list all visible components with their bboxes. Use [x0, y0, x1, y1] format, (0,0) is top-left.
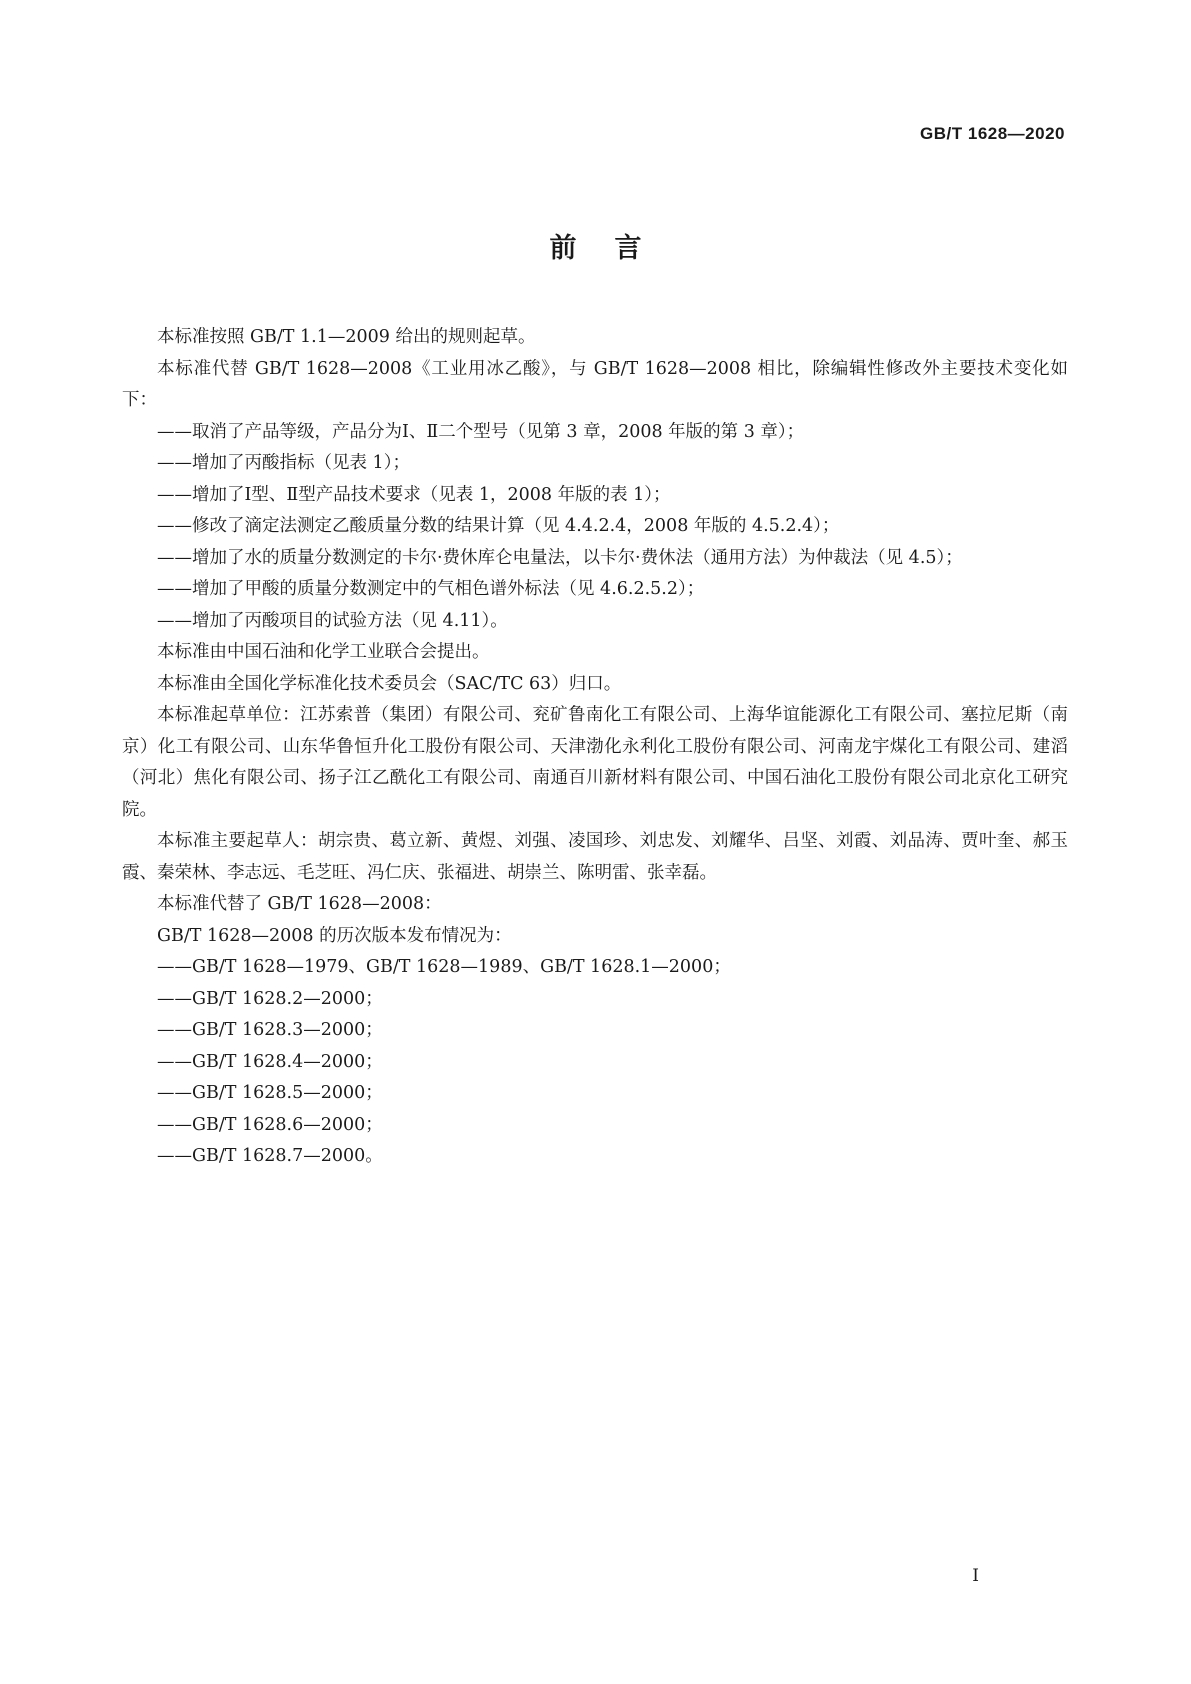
list-item-history: ——GB/T 1628.7—2000。 — [157, 1146, 383, 1166]
list-item-history: ——GB/T 1628.2—2000； — [157, 988, 383, 1009]
paragraph-supersedes: 本标准代替了 GB/T 1628—2008： — [157, 894, 442, 914]
list-item-history: ——GB/T 1628—1979、GB/T 1628—1989、GB/T 1628.1—2000； — [157, 957, 731, 977]
paragraph-history-intro: GB/T 1628—2008 的历次版本发布情况为： — [157, 925, 512, 946]
list-item-history: ——GB/T 1628.5—2000； — [157, 1083, 383, 1103]
paragraph-replacement: 本标准代替 GB/T 1628—2008《工业用冰乙酸》，与 GB/T 1628—2008 相比，除编辑性修改外主要技术变化如下： — [122, 358, 1068, 410]
paragraph-proposer: 本标准由中国石油和化学工业联合会提出。 — [157, 642, 490, 662]
list-item-change: ——增加了丙酸项目的试验方法（见 4.11）。 — [157, 610, 508, 631]
paragraph-drafting-units: 本标准起草单位：江苏索普（集团）有限公司、兖矿鲁南化工有限公司、上海华谊能源化工有限公司、塞拉尼斯（南京）化工有限公司、山东华鲁恒升化工股份有限公司、天津渤化永利化工股份有限公司、河南龙宇煤化工有限公司、建滔（河北）焦化有限公司、扬子江乙酰化工有限公司、南通百川新材料有限公司、中国石油化工股份有限公司北京化工研究院。 — [122, 705, 1068, 820]
list-item-change: ——增加了丙酸指标（见表 1）； — [157, 453, 410, 473]
list-item-change: ——取消了产品等级，产品分为Ⅰ、Ⅱ二个型号（见第 3 章，2008 年版的第 3 章）； — [157, 421, 805, 442]
foreword-body — [122, 322, 1068, 1173]
paragraph-drafters: 本标准主要起草人：胡宗贵、葛立新、黄煜、刘强、凌国珍、刘忠发、刘耀华、吕坚、刘霞、刘品涛、贾叶奎、郝玉霞、秦荣林、李志远、毛芝旺、冯仁庆、张福进、胡崇兰、陈明雷、张幸磊。 — [122, 831, 1068, 883]
list-item-change: ——增加了Ⅰ型、Ⅱ型产品技术要求（见表 1，2008 年版的表 1）； — [157, 484, 671, 505]
page-title: 前言 — [549, 233, 680, 264]
list-item-change: ——修改了滴定法测定乙酸质量分数的结果计算（见 4.4.2.4，2008 年版的 4.5.2.4）； — [157, 516, 840, 536]
list-item-change: ——增加了甲酸的质量分数测定中的气相色谱外标法（见 4.6.2.5.2）； — [157, 579, 705, 599]
list-item-change: ——增加了水的质量分数测定的卡尔·费休库仑电量法，以卡尔·费休法（通用方法）为仲裁法（见 4.5）； — [157, 547, 963, 568]
standard-number: GB/T 1628—2020 — [920, 124, 1065, 143]
list-item-history: ——GB/T 1628.3—2000； — [157, 1020, 383, 1040]
paragraph-committee: 本标准由全国化学标准化技术委员会（SAC/TC 63）归口。 — [157, 673, 622, 694]
paragraph-drafting-rules: 本标准按照 GB/T 1.1—2009 给出的规则起草。 — [157, 327, 536, 347]
list-item-history: ——GB/T 1628.4—2000； — [157, 1051, 383, 1072]
page-number: I — [972, 1566, 979, 1586]
list-item-history: ——GB/T 1628.6—2000； — [157, 1114, 383, 1135]
